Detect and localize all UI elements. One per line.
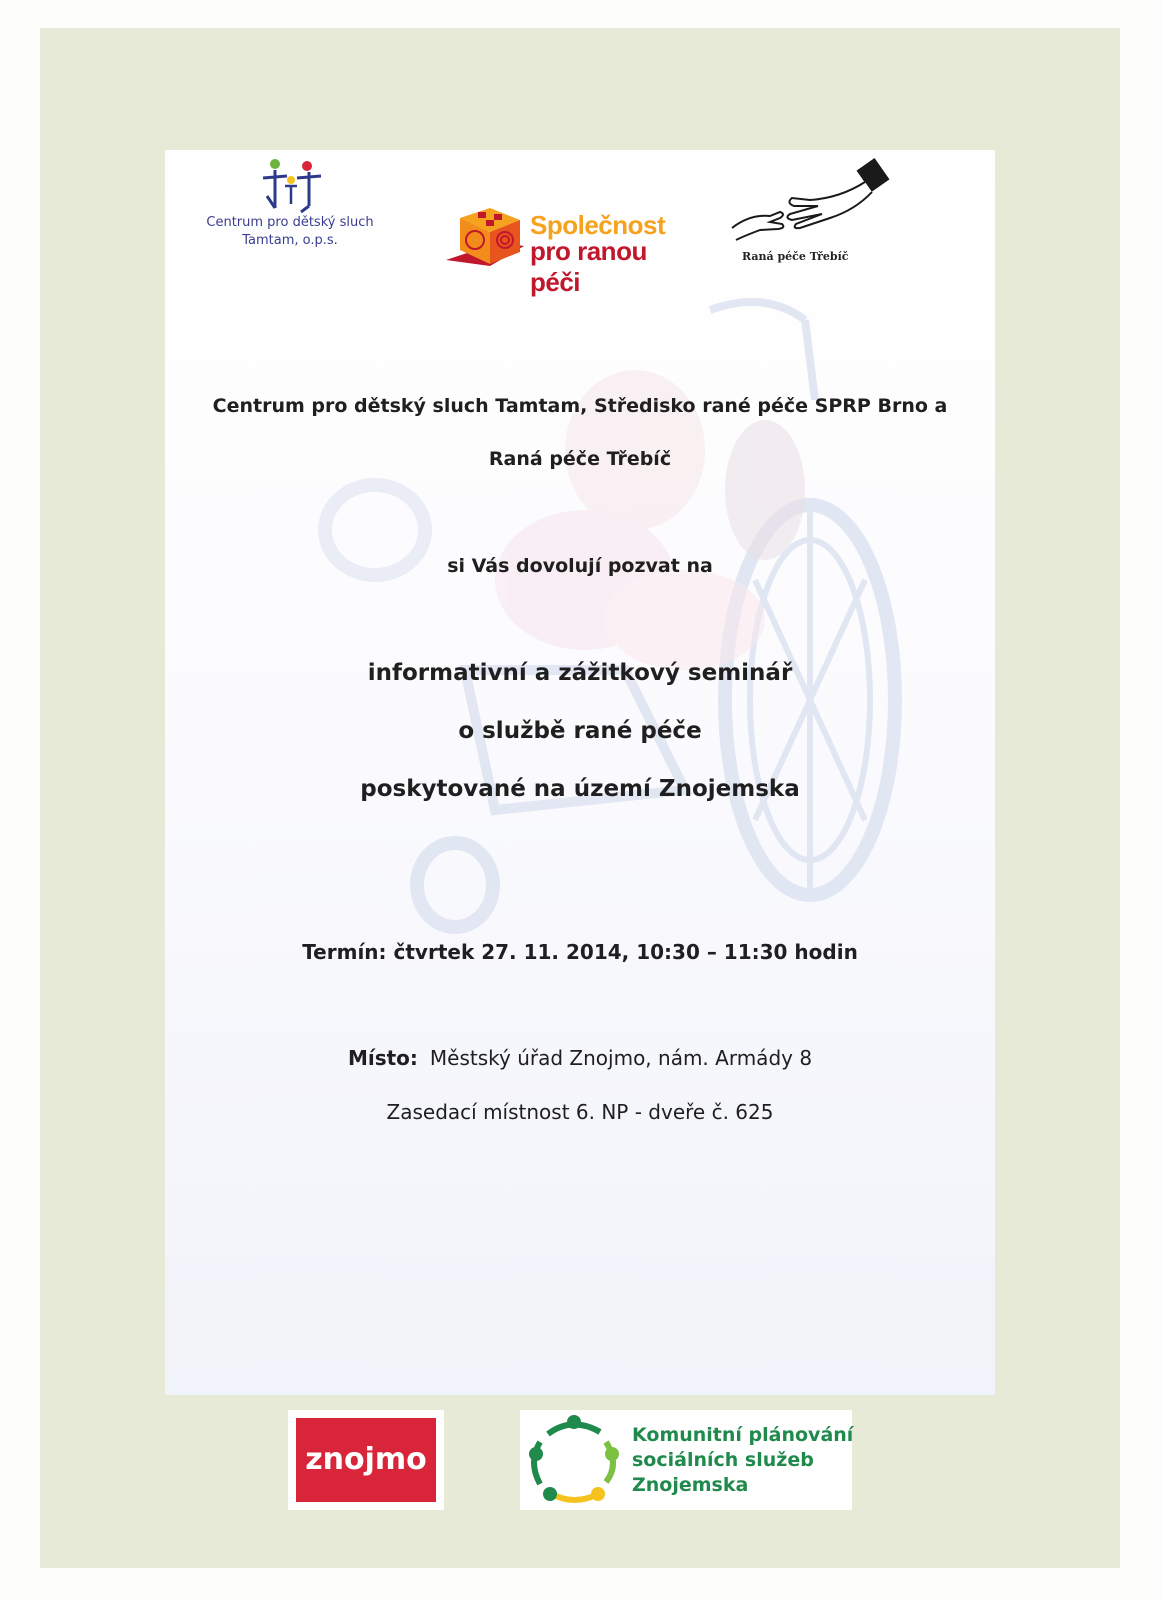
sprp-logo [440,202,700,297]
wheelchair-background-illustration [165,150,995,1395]
seminar-title-line2: o službě rané péče [458,718,702,744]
place-line [165,1046,995,1070]
organizers-line1: Centrum pro dětský sluch Tamtam, Středisko rané péče SPRP Brno a [212,395,948,417]
kpss-logo [520,1410,852,1510]
seminar-title-line3: poskytované na území Znojemska [360,776,800,802]
tamtam-logo-line1: Centrum pro dětský sluch [206,215,374,230]
term-line: Termín: čtvrtek 27. 11. 2014, 10:30 – 11:30 hodin [302,940,858,964]
place-label: Místo: [347,1046,418,1070]
znojmo-logo-background [296,1418,436,1502]
kpss-logo-text [632,1423,853,1498]
sprp-logo-line1: Společnost [530,210,666,240]
tamtam-logo-line2: Tamtam, o.p.s. [242,233,338,248]
trebic-logo-label: Raná péče Třebíč [742,250,849,263]
toy-cube-icon [440,202,526,268]
community-circle-icon [524,1410,624,1510]
kpss-logo-line3: Znojemska [632,1474,749,1496]
invite-text: si Vás dovolují pozvat na [447,555,713,577]
organizers-line2: Raná péče Třebíč [488,448,672,470]
sprp-logo-line2: pro ranou péči [530,236,647,297]
kpss-logo-line2: sociálních služeb [632,1449,814,1471]
tamtam-figures-icon [245,156,335,214]
tamtam-logo [195,150,385,260]
place-value: Městský úřad Znojmo, nám. Armády 8 [429,1046,813,1070]
invitation-page [165,150,995,1395]
trebic-logo [730,158,900,268]
kpss-logo-line1: Komunitní plánování [632,1424,854,1446]
seminar-title-line1: informativní a zážitkový seminář [367,660,793,686]
room-line: Zasedací místnost 6. NP - dveře č. 625 [386,1100,774,1124]
znojmo-logo-label: znojmo [305,1442,427,1477]
znojmo-logo [288,1410,444,1510]
hands-icon [730,158,900,243]
